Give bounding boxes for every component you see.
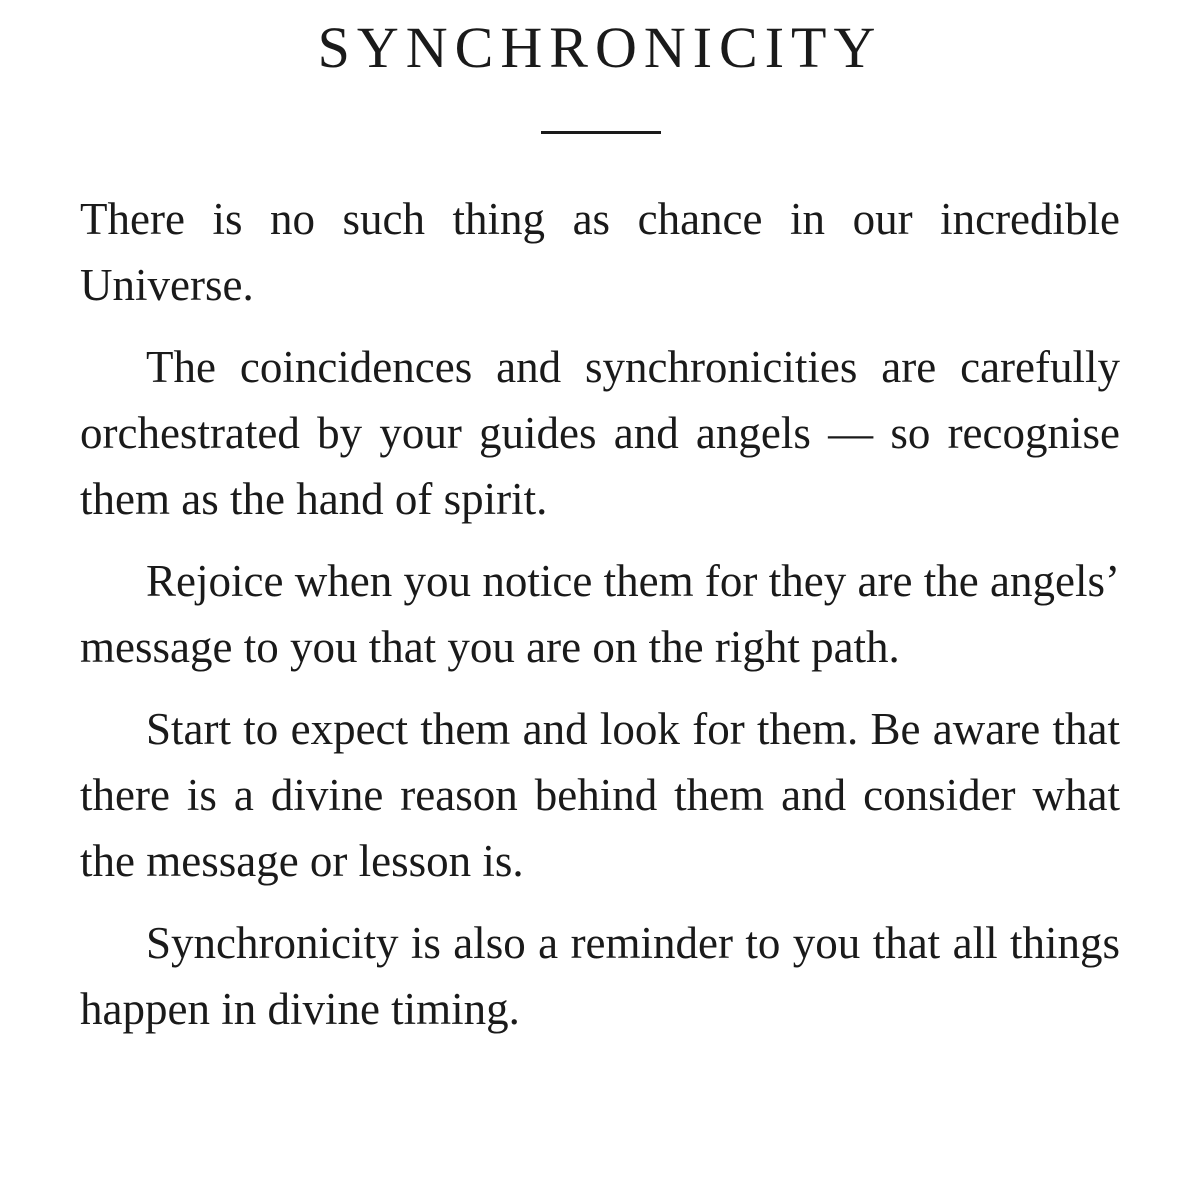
paragraph-3: Rejoice when you notice them for they are the angels’ message to you that you are on the right path. — [80, 556, 1120, 672]
paragraph-2: The coincidences and synchronicities are carefully orchestrated by your guides and angels — so recognise them as the hand of spirit. — [80, 342, 1120, 524]
page-title: SYNCHRONICITY — [317, 15, 883, 80]
title-divider — [541, 131, 661, 134]
paragraph-5: Synchronicity is also a reminder to you that all things happen in divine timing. — [80, 918, 1120, 1034]
body-text — [80, 186, 1120, 1058]
paragraph-1: There is no such thing as chance in our incredible Universe. — [80, 194, 1120, 310]
paragraph-4: Start to expect them and look for them. Be aware that there is a divine reason behind them and consider what the message or lesson is. — [80, 704, 1120, 886]
